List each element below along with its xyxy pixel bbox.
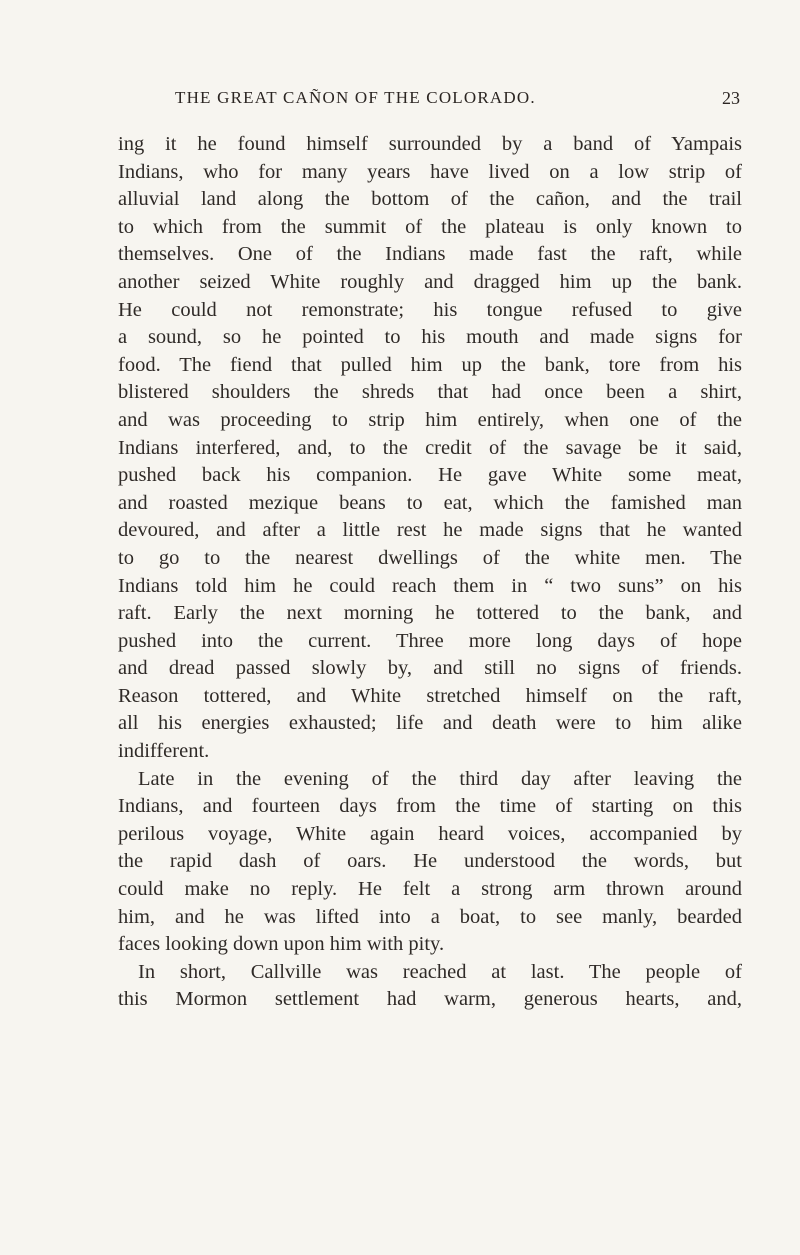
text-line: could make no reply. He felt a strong arm thrown around — [118, 878, 742, 901]
text-line: the rapid dash of oars. He understood the words, but — [118, 850, 742, 873]
paragraph-end-line: indifferent. — [118, 740, 210, 763]
text-line: devoured, and after a little rest he made signs that he wanted — [118, 519, 742, 542]
text-line: all his energies exhausted; life and death were to him alike — [118, 712, 742, 735]
text-line: He could not remonstrate; his tongue refused to give — [118, 298, 742, 321]
text-line: ing it he found himself surrounded by a band of Yampais — [118, 133, 742, 155]
paragraph-start-line: In short, Callville was reached at last. The people of — [138, 960, 742, 983]
text-line: a sound, so he pointed to his mouth and made signs for — [118, 326, 742, 349]
text-line: another seized White roughly and dragged him up the bank. — [118, 270, 742, 293]
text-line: to which from the summit of the plateau is only known to — [118, 215, 742, 238]
text-line: pushed back his companion. He gave White some meat, — [118, 464, 742, 487]
running-title: THE GREAT CAÑON OF THE COLORADO. — [175, 88, 536, 107]
text-line: Indians interfered, and, to the credit of the savage be it said, — [118, 436, 742, 459]
text-line: pushed into the current. Three more long days of hope — [118, 629, 742, 652]
text-line: this Mormon settlement had warm, generous hearts, and, — [118, 988, 742, 1011]
text-line: themselves. One of the Indians made fast the raft, while — [118, 243, 742, 266]
text-line: Indians told him he could reach them in “ two suns” on his — [118, 574, 742, 597]
text-line: blistered shoulders the shreds that had once been a shirt, — [118, 381, 742, 404]
text-line: Reason tottered, and White stretched himself on the raft, — [118, 684, 742, 707]
body-text — [118, 131, 742, 1121]
text-line: to go to the nearest dwellings of the white men. The — [118, 546, 742, 569]
text-line: food. The fiend that pulled him up the bank, tore from his — [118, 353, 742, 376]
running-head — [120, 88, 740, 116]
text-line: Indians, and fourteen days from the time of starting on this — [118, 795, 742, 818]
paragraph-end-line: faces looking down upon him with pity. — [118, 933, 445, 956]
text-line: and dread passed slowly by, and still no signs of friends. — [118, 657, 742, 680]
page-number: 23 — [722, 88, 740, 108]
text-line: perilous voyage, White again heard voices, accompanied by — [118, 822, 742, 845]
text-line: and roasted mezique beans to eat, which the famished man — [118, 491, 742, 514]
text-line: Indians, who for many years have lived on a low strip of — [118, 160, 742, 183]
text-line: him, and he was lifted into a boat, to see manly, bearded — [118, 905, 742, 928]
text-line: alluvial land along the bottom of the cañon, and the trail — [118, 188, 742, 211]
paragraph-start-line: Late in the evening of the third day after leaving the — [138, 767, 742, 790]
text-line: raft. Early the next morning he tottered to the bank, and — [118, 602, 742, 625]
text-line: and was proceeding to strip him entirely, when one of the — [118, 408, 742, 431]
